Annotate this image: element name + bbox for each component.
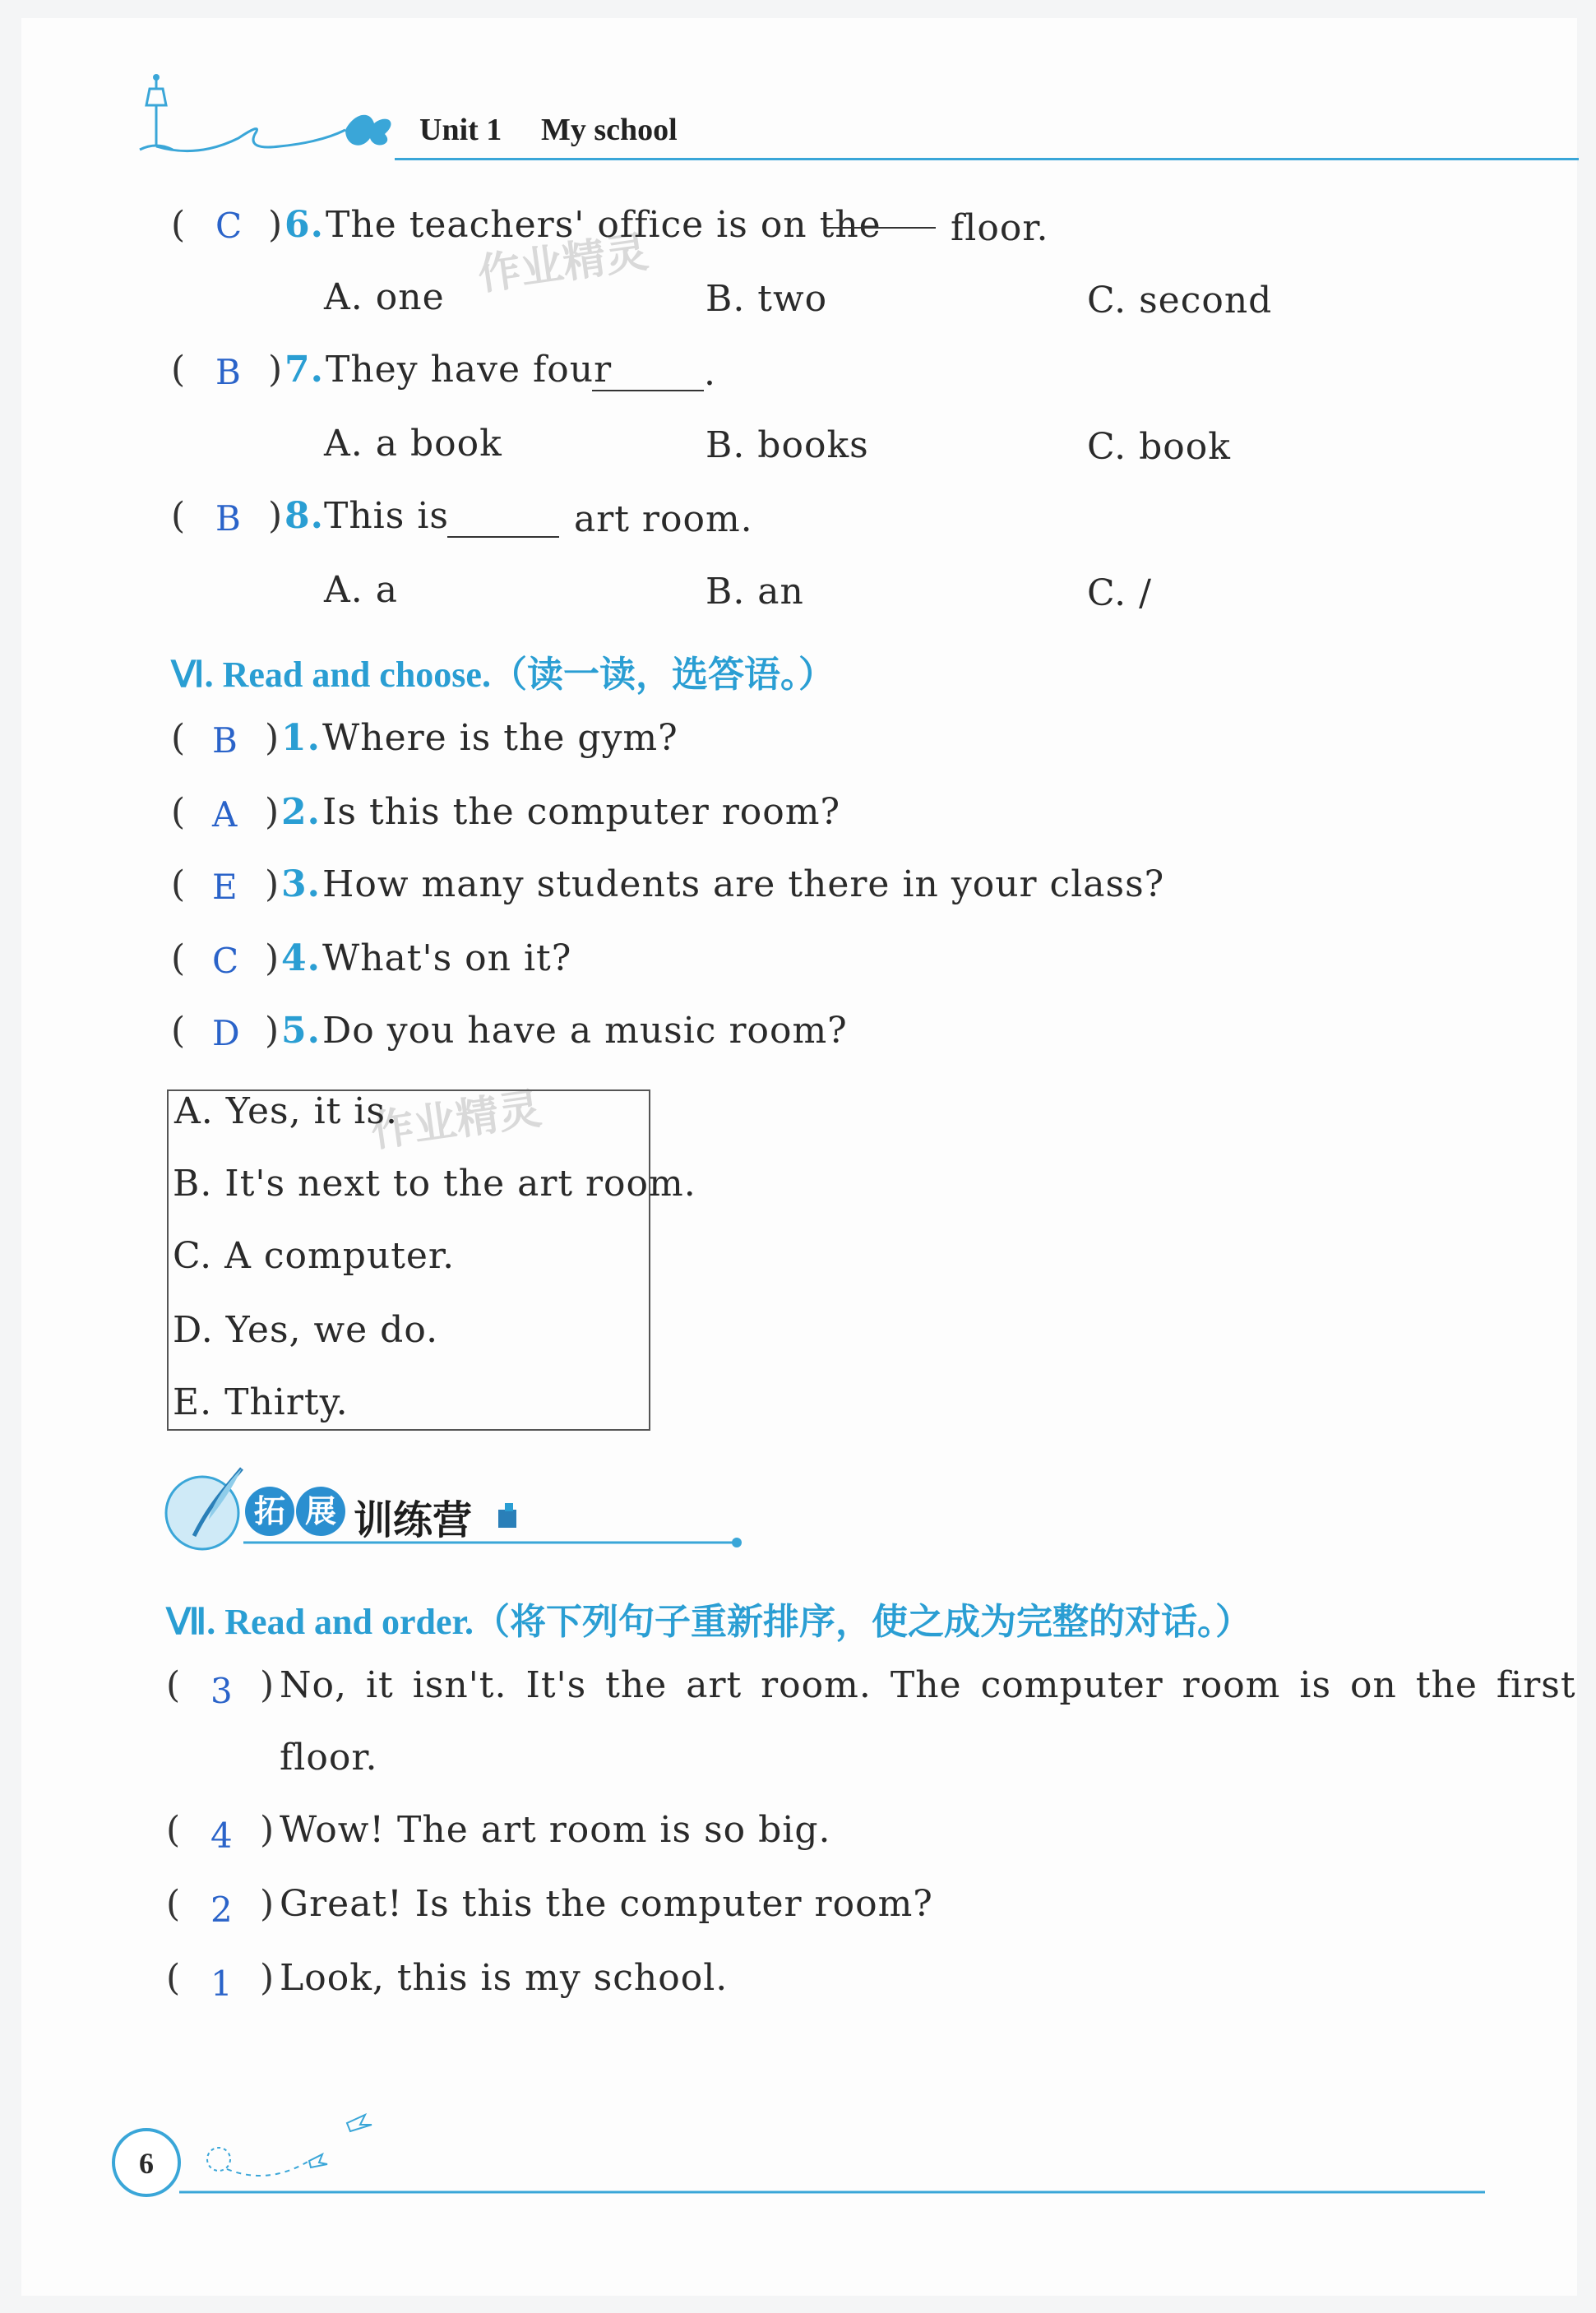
answer: B	[215, 498, 241, 539]
order-number: 1	[210, 1964, 233, 2004]
footer-decoration	[104, 2095, 1493, 2202]
question-number: 4.	[281, 937, 321, 979]
banner-text: 训练营	[354, 1497, 473, 1543]
option-c: C. book	[1087, 426, 1231, 468]
question-number: 3.	[281, 863, 321, 905]
question-text: This is	[324, 495, 449, 537]
watermark: 作业精灵	[368, 1084, 544, 1158]
question-text: How many students are there in your class?	[322, 863, 1165, 905]
question-number: 1.	[281, 717, 321, 759]
dialogue-line: No, it isn't. It's the art room. The computer room is on the first	[280, 1664, 1576, 1706]
badge-1: 拓	[245, 1487, 294, 1536]
question-number: 7.	[285, 349, 324, 391]
option-c: C. second	[1087, 280, 1273, 322]
question-text: What's on it?	[322, 937, 572, 979]
badge-2: 展	[296, 1487, 345, 1536]
blank	[824, 227, 936, 229]
option-a: A. a	[324, 569, 398, 611]
header-title: My school	[541, 113, 678, 147]
order-number: 3	[210, 1671, 233, 1711]
option-a: A. a book	[324, 423, 502, 465]
blank	[592, 390, 704, 391]
question-text: The teachers' office is on the	[326, 204, 881, 246]
order-number: 2	[210, 1890, 233, 1930]
question-number: 8.	[285, 495, 324, 537]
choice-b: B. It's next to the art room.	[173, 1163, 696, 1205]
answer: E	[212, 867, 238, 907]
dialogue-line: Look, this is my school.	[280, 1957, 729, 1999]
page-number: 6	[139, 2147, 154, 2180]
dialogue-line: Great! Is this the computer room?	[280, 1883, 933, 1925]
blank	[447, 536, 559, 538]
question-text-end: .	[704, 352, 716, 394]
question-text: Where is the gym?	[322, 717, 678, 759]
answer: D	[212, 1013, 240, 1053]
watermark: 作业精灵	[474, 227, 651, 301]
question-number: 5.	[281, 1010, 321, 1052]
option-a: A. one	[324, 276, 445, 318]
answer: C	[212, 941, 239, 981]
option-b: B. books	[705, 424, 869, 466]
answer: C	[215, 206, 243, 246]
choice-a: A. Yes, it is.	[174, 1090, 398, 1132]
choice-c: C. A computer.	[173, 1235, 456, 1277]
dialogue-line-cont: floor.	[280, 1737, 378, 1779]
option-b: B. an	[705, 571, 804, 613]
choice-e: E. Thirty.	[173, 1381, 349, 1423]
option-c: C. /	[1087, 572, 1152, 614]
answer: B	[215, 352, 241, 392]
dialogue-line: Wow! The art room is so big.	[280, 1809, 831, 1851]
section-7-title: Ⅶ. Read and order.（将下列句子重新排序，使之成为完整的对话。）	[166, 1602, 1251, 1642]
question-number: 6.	[285, 204, 324, 246]
option-b: B. two	[705, 278, 828, 320]
question-text-end: art room.	[574, 498, 753, 540]
header-unit: Unit 1	[419, 113, 502, 147]
section-6-title: Ⅵ. Read and choose.（读一读，选答语。）	[171, 655, 835, 695]
question-text-end: floor.	[951, 207, 1049, 249]
lamp-swirl-icon	[123, 72, 403, 163]
question-text: They have four	[326, 349, 613, 391]
choice-d: D. Yes, we do.	[173, 1309, 439, 1351]
header-rule	[395, 158, 1579, 160]
order-number: 4	[210, 1816, 233, 1856]
question-number: 2.	[281, 791, 321, 833]
question-text: Do you have a music room?	[322, 1010, 848, 1052]
answer: B	[212, 720, 238, 761]
answer: A	[212, 794, 238, 835]
question-text: Is this the computer room?	[322, 791, 841, 833]
